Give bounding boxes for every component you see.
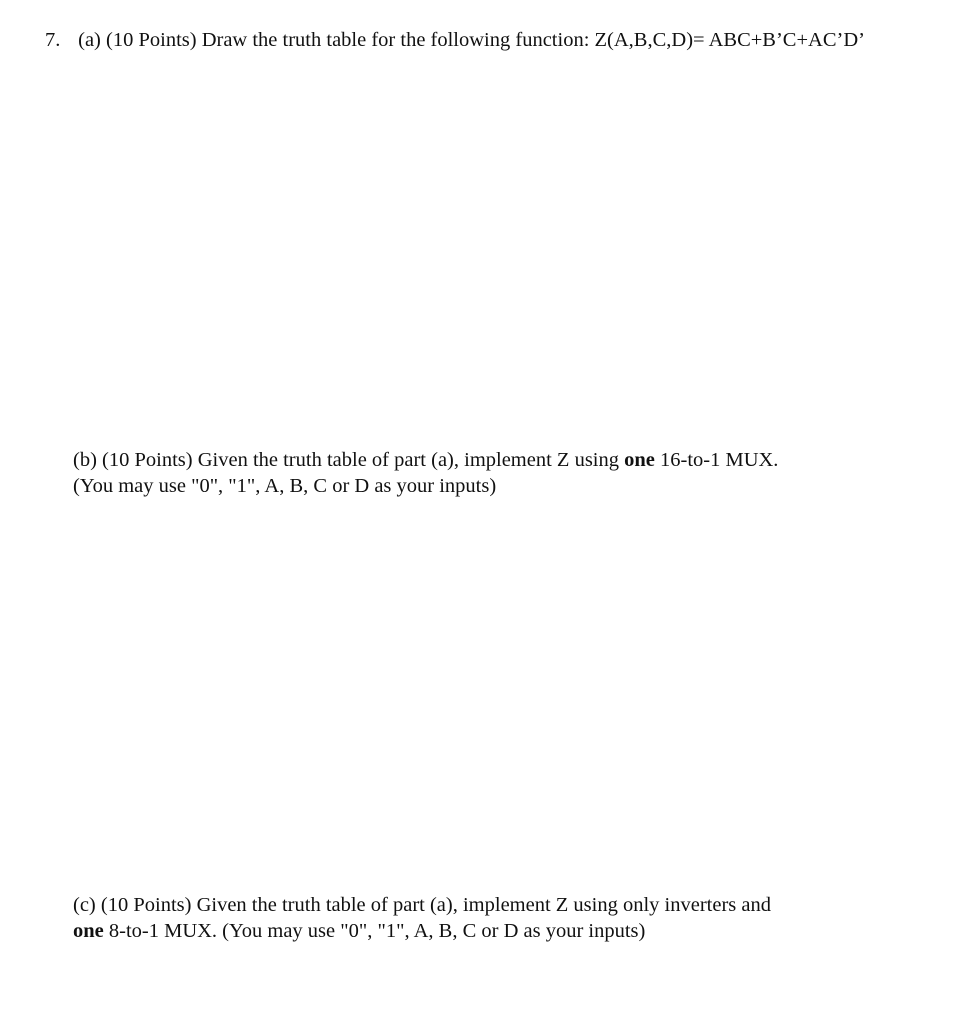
part-c-line-1 [73,892,771,918]
part-b-line-2: (You may use "0", "1", A, B, C or D as your inputs) [73,475,497,497]
part-c-points: (10 Points) [100,894,192,916]
part-c-line-2 [73,918,771,944]
part-c-text: Given the truth table of part (a), implement Z using only inverters and [196,894,771,916]
part-a-label: (a) [78,29,101,51]
part-a-text: Draw the truth table for the following function: [201,29,590,51]
part-b-points: (10 Points) [102,449,193,471]
part-a-function: Z(A,B,C,D)= ABC+B’C+AC’D’ [594,29,865,51]
question-7-part-b [73,447,778,499]
part-c-label: (c) [73,894,96,916]
part-c-text-after: 8-to-1 MUX. (You may use "0", "1", A, B, C or D as your inputs) [108,920,646,942]
question-number: 7. [45,29,61,51]
question-7-part-a [45,27,865,53]
part-c-bold-one: one [73,920,104,942]
part-b-line-1 [73,447,778,473]
part-b-bold-one: one [624,449,655,471]
part-b-label: (b) [73,449,97,471]
question-7-part-c [73,892,771,944]
part-b-text: Given the truth table of part (a), implement Z using [197,449,619,471]
part-a-points: (10 Points) [106,29,197,51]
part-b-text-after: 16-to-1 MUX. [660,449,779,471]
